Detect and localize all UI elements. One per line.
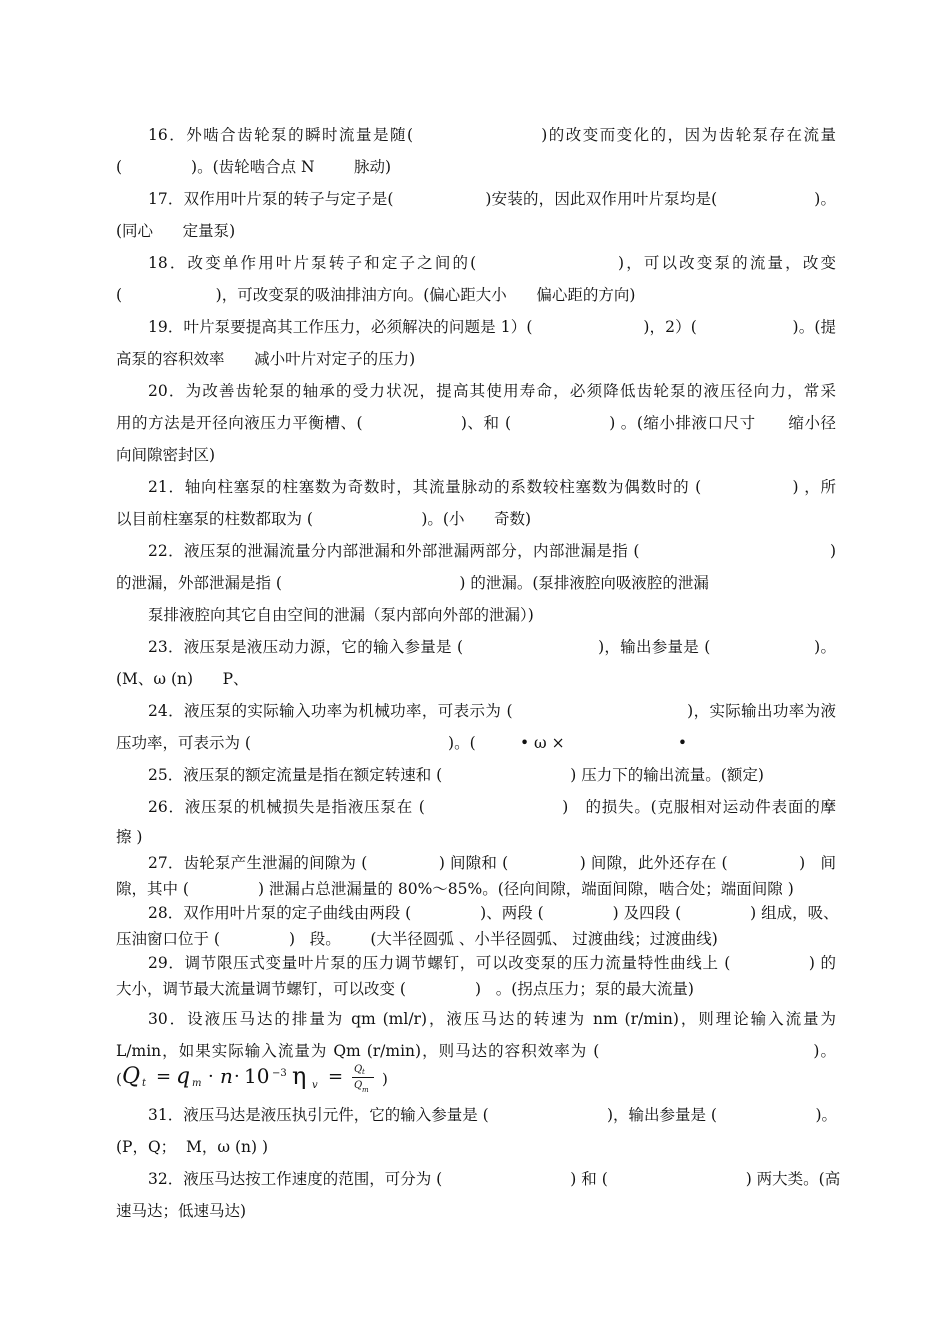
question-31-line-2: (P，Q； M，ω (n) ): [116, 1138, 269, 1156]
formula-Q: Q: [122, 1064, 141, 1089]
question-22-line-3: 泵排液腔向其它自由空间的泄漏（泵内部向外部的泄漏）): [148, 606, 534, 624]
question-18-line-1: 18．改变单作用叶片泵转子和定子之间的( )，可以改变泵的流量，改变: [148, 254, 836, 272]
question-27-line-2: 隙，其中 ( ) 泄漏占总泄漏量的 80%～85%。(径向间隙，端面间隙，啮合处；端面间隙 ): [116, 880, 794, 898]
question-16-line-1: 16．外啮合齿轮泵的瞬时流量是随( )的改变而变化的，因为齿轮泵存在流量: [148, 126, 836, 144]
question-19-line-1: 19．叶片泵要提高其工作压力，必须解决的问题是 1）( )，2）( )。(提: [148, 318, 836, 336]
question-24-line-2: 压功率，可表示为 ( )。( • ω × •: [116, 734, 688, 752]
formula-numerator: Q: [354, 1064, 363, 1075]
question-30-line-1: 30．设液压马达的排量为 qm (ml/r)，液压马达的转速为 nm (r/min)，则理论输入流量为: [148, 1010, 836, 1028]
question-24-line-1: 24．液压泵的实际输入功率为机械功率，可表示为 ( )，实际输出功率为液: [148, 702, 836, 720]
question-22-line-1: 22．液压泵的泄漏流量分内部泄漏和外部泄漏两部分，内部泄漏是指 ( ): [148, 542, 836, 560]
question-28-line-1: 28．双作用叶片泵的定子曲线由两段 ( )、两段 ( ) 及四段 ( ) 组成，吸、: [148, 904, 839, 922]
formula-dot-1: ·: [208, 1066, 214, 1087]
formula-denominator-sub: m: [362, 1086, 369, 1094]
formula-sub-t: t: [142, 1078, 147, 1089]
formula-n: n: [220, 1064, 233, 1088]
question-29-line-2: 大小，调节最大流量调节螺钉，可以改变 ( ) 。(拐点压力；泵的最大流量): [116, 980, 694, 998]
question-30-line-2: L/min，如果实际输入流量为 Qm (r/min)，则马达的容积效率为 ( )。: [116, 1042, 836, 1060]
question-19-line-2: 高泵的容积效率 减小叶片对定子的压力): [116, 350, 416, 368]
formula-denominator: Q: [354, 1080, 363, 1091]
formula-equals-2: =: [328, 1066, 344, 1087]
question-32-line-2: 速马达；低速马达): [116, 1202, 247, 1220]
question-16-line-2: ( )。(齿轮啮合点 N 脉动): [116, 158, 392, 176]
formula-ten: 10: [244, 1064, 270, 1088]
formula-sub-m: m: [192, 1078, 202, 1089]
question-21-line-1: 21．轴向柱塞泵的柱塞数为奇数时，其流量脉动的系数较柱塞数为偶数时的 ( ) ，所: [148, 478, 836, 496]
question-25-line-1: 25．液压泵的额定流量是指在额定转速和 ( ) 压力下的输出流量。(额定): [148, 766, 764, 784]
question-31-line-1: 31．液压马达是液压执引元件，它的输入参量是 ( )，输出参量是 ( )。: [148, 1106, 838, 1124]
question-20-line-2: 用的方法是开径向液压力平衡槽、( )、和 ( ) 。(缩小排液口尺寸 缩小径: [116, 414, 836, 432]
formula-sub-v: v: [312, 1080, 318, 1091]
question-26-line-1: 26．液压泵的机械损失是指液压泵在 ( ) 的损失。(克服相对运动件表面的摩: [148, 798, 836, 816]
question-23-line-1: 23．液压泵是液压动力源，它的输入参量是 ( )，输出参量是 ( )。: [148, 638, 836, 656]
formula-close-paren: ): [382, 1070, 388, 1088]
formula-exponent: −3: [272, 1068, 287, 1079]
question-32-line-1: 32．液压马达按工作速度的范围，可分为 ( ) 和 ( ) 两大类。(高: [148, 1170, 841, 1188]
question-17-line-2: (同心 定量泵): [116, 222, 236, 240]
formula-q: q: [176, 1064, 191, 1089]
question-29-line-1: 29．调节限压式变量叶片泵的压力调节螺钉，可以改变泵的压力流量特性曲线上 ( ) 的: [148, 954, 836, 972]
question-28-line-2: 压油窗口位于 ( ) 段。 (大半径圆弧 、小半径圆弧、 过渡曲线；过渡曲线): [116, 930, 718, 948]
question-27-line-1: 27．齿轮泵产生泄漏的间隙为 ( ) 间隙和 ( ) 间隙，此外还存在 ( ) 间: [148, 854, 836, 872]
question-21-line-2: 以目前柱塞泵的柱数都取为 ( )。(小 奇数): [116, 510, 532, 528]
question-20-line-3: 向间隙密封区): [116, 446, 216, 464]
question-17-line-1: 17．双作用叶片泵的转子与定子是( )安装的，因此双作用叶片泵均是( )。: [148, 190, 836, 208]
question-26-line-2: 擦 ): [116, 828, 143, 846]
formula-fraction-bar: [352, 1077, 374, 1078]
formula-eta: η: [292, 1062, 307, 1090]
question-23-line-2: (M、ω (n) P、: [116, 670, 249, 688]
question-22-line-2: 的泄漏，外部泄漏是指 ( ) 的泄漏。(泵排液腔向吸液腔的泄漏: [116, 574, 709, 592]
formula-dot-2: ·: [234, 1066, 240, 1087]
formula-equals-1: =: [156, 1066, 172, 1087]
formula-numerator-sub: t: [362, 1068, 365, 1076]
question-18-line-2: ( )，可改变泵的吸油排油方向。(偏心距大小 偏心距的方向): [116, 286, 636, 304]
question-20-line-1: 20．为改善齿轮泵的轴承的受力状况，提高其使用寿命，必须降低齿轮泵的液压径向力，常采: [148, 382, 836, 400]
formula-open-paren: (: [116, 1070, 122, 1088]
